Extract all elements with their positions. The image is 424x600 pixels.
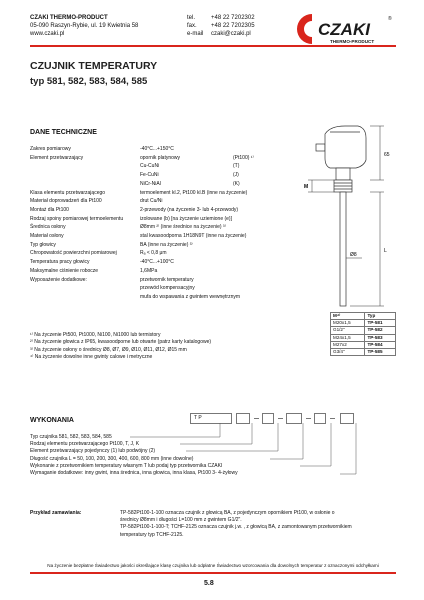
type-table-cell: TP-585 <box>365 348 396 355</box>
logo-text: CZAKI <box>318 20 370 39</box>
example-lines <box>120 510 400 539</box>
type-table-row <box>331 348 396 355</box>
order-line: Rodzaj elementu przetwarzającego Pt100, T, J, K <box>30 441 140 448</box>
order-line: Element przetwarzający pojedynczy (1) lub podwójny (2) <box>30 448 156 455</box>
type-table-header-cell: M⁴⁾ <box>331 313 365 320</box>
type-table-cell: TP-583 <box>365 334 396 341</box>
tech-row-value: Rₐ < 0,8 μm <box>140 250 167 257</box>
footer-note: Na życzenie bezpłatne Świadectwo jakości określające klasę czujnika lub odpłatne Świadectwo wzorcowania dla dowolnych temperatur z oznaczonymi odchyłkami <box>47 563 379 568</box>
company-address: 05-090 Raszyn-Rybie, ul. 19 Kwietnia 58 <box>30 23 139 29</box>
tech-row-label: Element przetwarzający <box>30 154 84 161</box>
type-table-cell: M20x1,5 <box>331 320 365 327</box>
tech-row-value: 2-przewody (na życzenie 3- lub 4-przewody) <box>140 206 239 213</box>
tech-row-value: termoelement kl.2, Pt100 kl.B (inne na życzenie) <box>140 189 248 196</box>
sheath-shape <box>340 192 346 306</box>
dim-thread-label: M <box>304 184 309 190</box>
tech-row-value: drut Cu/Ni <box>140 198 163 205</box>
tech-row-value: BA (inne na życzenie) ³⁾ <box>140 241 193 248</box>
type-table-cell: G1/2" <box>331 327 365 334</box>
dim-diameter-label: Ø8 <box>350 252 357 258</box>
tel-value: +48 22 7202302 <box>211 15 255 21</box>
type-table-cell: TP-581 <box>365 320 396 327</box>
tech-row-label: Materiał doprowadzeń dla Pt100 <box>30 198 102 205</box>
example-line: TP-582Pt100-1-100-T; TCHF-2125 oznacza czujnik j.w. , z głowicą BA, z zamontowanym przetwornikiem <box>120 524 352 531</box>
contact-block <box>187 14 255 38</box>
company-name: CZAKI THERMO-PRODUCT <box>30 15 108 21</box>
tech-row-value: izolowane (b) [na życzenie uziemione (e)] <box>140 215 232 222</box>
page-number: 5.8 <box>204 580 214 587</box>
tech-row-value: Cu-CuNi <box>140 163 160 170</box>
tech-row-label: Klasa elementu przetwarzającego <box>30 189 106 196</box>
page-title: CZUJNIK TEMPERATURY <box>30 60 158 72</box>
company-website[interactable]: www.czaki.pl <box>30 31 65 37</box>
code-dash <box>330 418 335 419</box>
footnote: ²⁾ Na życzenie głowica z IP65, kwasoodporne lub otwarte (patrz karty katalogowe) <box>30 339 212 346</box>
neck-shape <box>336 168 350 180</box>
tech-row-label: Temperatura pracy głowicy <box>30 259 90 266</box>
page-subtitle: typ 581, 582, 583, 584, 585 <box>30 76 148 87</box>
example-line: średnicy Ø8mm i długości L=100 mm z gwintem G1/2". <box>120 517 242 524</box>
tech-table <box>30 146 300 316</box>
sensor-drawing <box>300 108 410 320</box>
tech-row-label: Chropowatość powierzchni pomiarowej <box>30 250 117 257</box>
czaki-logo <box>296 12 396 46</box>
type-table-cell: TP-582 <box>365 327 396 334</box>
company-block <box>30 14 138 38</box>
type-table-cell: M27x2 <box>331 341 365 348</box>
tech-row-extra: (K) <box>233 180 240 187</box>
tel-label: tel. <box>187 15 196 21</box>
code-dash <box>254 418 259 419</box>
type-table <box>330 312 396 356</box>
tech-row-extra: (J) <box>233 172 239 179</box>
example-line: TP-582Pt100-1-100 oznacza czujnik z głowicą BA, z pojedynczym opornikiem Pt100, w osłonie o <box>120 510 335 516</box>
type-table-cell: M24x1,5 <box>331 334 365 341</box>
type-table-header-cell: Typ <box>365 313 396 320</box>
order-line: Wykonanie z przetwornikiem temperatury własnym T lub podaj typ przetwornika CZAKI <box>30 462 223 469</box>
type-table-row <box>331 334 396 341</box>
type-table-cell: G3/4" <box>331 348 365 355</box>
email-value[interactable]: czaki@czaki.pl <box>211 31 251 37</box>
tech-row-label: Typ głowicy <box>30 241 56 248</box>
footnote: ¹⁾ Na życzenie Pt500, Pt1000, Ni100, Ni1000 lub termistory <box>30 332 161 338</box>
type-table-cell: TP-584 <box>365 341 396 348</box>
order-line: Typ czujnika 581, 582, 583, 584, 585 <box>30 434 112 440</box>
tech-row-extra: (Pt100) ¹⁾ <box>233 154 254 161</box>
logo-sub: THERMO-PRODUCT <box>330 39 375 44</box>
cable-gland-shape <box>316 144 325 151</box>
tech-row-value: przewód kompensacyjny <box>140 285 195 292</box>
tech-row-value: opornik platynowy <box>140 154 181 161</box>
fax-value: +48 22 7202305 <box>211 23 255 29</box>
order-line: Wymaganie dodatkowe: inny gwint, inna średnica, inna głowica, inna klasa, Pt100 3- 4-żyłowy <box>30 470 238 477</box>
order-lines <box>30 434 330 477</box>
type-table-row <box>331 341 396 348</box>
email-label: e-mail <box>187 31 204 37</box>
code-dash <box>278 418 283 419</box>
footnote: ³⁾ Na życzenie osłony o średnicy Ø8, Ø7, Ø9, Ø10, Ø11, Ø12, Ø15 mm <box>30 346 187 353</box>
tech-row-value: przetwornik temperatury <box>140 276 194 283</box>
order-line: Długość czujnika L = 50, 100, 200, 300, 400, 600, 800 mm (inne dowolne) <box>30 455 194 462</box>
notes <box>30 332 211 361</box>
example-label: Przykład zamawiania: <box>30 510 82 516</box>
tech-row-value: mufa do wspawania z gwintem wewnętrznym <box>140 293 241 300</box>
tech-row-label: Rodzaj spoiny pomiarowej termoelementu <box>30 215 124 222</box>
dim-height-label: 65 <box>384 152 390 158</box>
header-rule <box>30 45 396 47</box>
tech-row-label: Maksymalne ciśnienie robocze <box>30 267 99 274</box>
tech-row-value: -40°C...+100°C <box>140 259 174 266</box>
tech-row-label: Wyposażenie dodatkowe: <box>30 276 87 283</box>
tech-row-value: 1,6MPa <box>140 267 158 274</box>
fax-label: fax. <box>187 23 197 29</box>
type-table-row <box>331 327 396 334</box>
dim-length-label: L <box>384 248 387 254</box>
tech-row-value: Fe-CuNi <box>140 172 159 179</box>
type-table-row <box>331 320 396 327</box>
tech-row-label: Montaż dla Pt100 <box>30 206 69 213</box>
tech-row-label: Średnica osłony <box>30 224 66 231</box>
tech-row-label: Materiał osłony <box>30 233 64 239</box>
tech-heading: DANE TECHNICZNE <box>30 129 97 136</box>
code-box-type: T P <box>190 413 232 424</box>
example-line: temperatury typ TCHF-2125. <box>120 531 184 538</box>
footnote: ⁴⁾ Na życzenie dowolne inne gwinty calowe i metryczne <box>30 353 153 360</box>
type-table-header <box>331 313 396 320</box>
logo-registered: ® <box>388 16 392 22</box>
code-dash <box>306 418 311 419</box>
footer-rule <box>30 572 396 574</box>
tech-row-label: Zakres pomiarowy <box>30 146 71 152</box>
tech-row-extra: (T) <box>233 163 240 170</box>
tech-row-value: Ø8mm ²⁾ (inne średnice na życzenie) ³⁾ <box>140 224 226 231</box>
tech-row-value: -40°C...+150°C <box>140 146 174 152</box>
tech-row-value: stal kwasoodporna 1H18N9T (inne na życzenie) <box>140 233 247 239</box>
tech-row-value: NiCr-NiAl <box>140 180 161 187</box>
order-heading: WYKONANIA <box>30 417 74 424</box>
